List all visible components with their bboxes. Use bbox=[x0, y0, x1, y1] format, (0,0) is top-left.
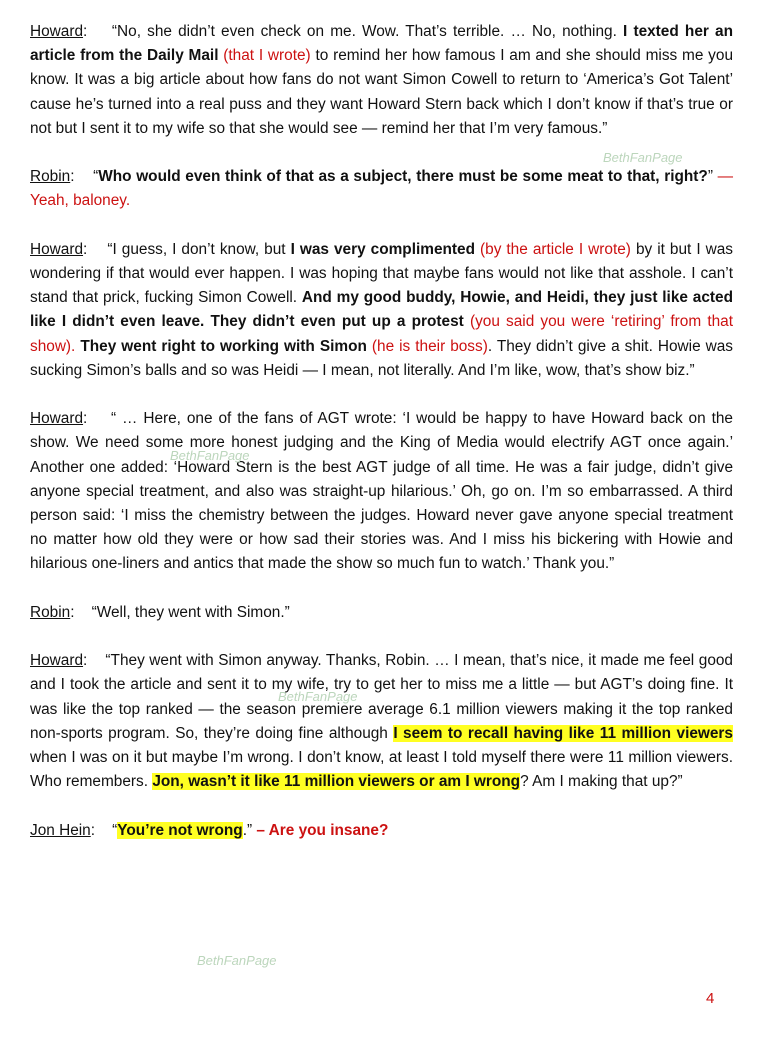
transcript-paragraph: Robin: “Who would even think of that as a subject, there must be some meat to that, right?” — Yeah, baloney. bbox=[30, 168, 733, 210]
red-annotation: (you said you were ‘retiring’ from that show). bbox=[30, 313, 733, 355]
speaker-name: Robin bbox=[30, 168, 71, 186]
text-segment: . They didn’t give a shit. Howie was sucking Simon’s balls and so was Heidi — I mean, not literally. And I’m like, wow, that’s show biz.” bbox=[30, 337, 733, 379]
bold-text: Who would even think of that as a subject, there must be some meat to that, right? bbox=[98, 168, 708, 186]
watermark: BethFanPage bbox=[278, 689, 358, 704]
speaker-name: Robin bbox=[30, 603, 71, 621]
bold-text: They went right to working with Simon bbox=[80, 337, 367, 355]
speaker-name: Howard bbox=[30, 410, 84, 428]
text-segment: “No, she didn’t even check on me. Wow. That’s terrible. … No, nothing. bbox=[111, 23, 624, 40]
speaker-name: Howard bbox=[30, 652, 84, 670]
text-segment: “ bbox=[112, 821, 118, 839]
text-segment: “They went with Simon anyway. Thanks, Robin. … I mean, that’s nice, it made me feel good and I took the article and sent it to my wife, try to get her to miss me a little — but AGT’s doing fine. It was like the top ranked — the season premiere average 6.1 million viewers making it the top ranked non-sports program. So, they’re doing fine although bbox=[30, 652, 733, 742]
watermark: BethFanPage bbox=[197, 953, 277, 968]
text-segment: to remind her how famous I am and she should miss me you know. It was a big article about how fans do not want Simon Cowell to return to ‘America’s Got Talent’ cause he’s turned into a real puss and they want Howard Stern back which I don’t know if that’s true or not but I sent it to my wife so that she would see — remind her that I’m very famous.” bbox=[30, 47, 734, 137]
transcript-paragraph: Howard: “They went with Simon anyway. Thanks, Robin. … I mean, that’s nice, it made me feel good and I took the article and sent it to my wife, try to get her to miss me a little — but AGT’s doing fine. It was like the top ranked — the season premiere average 6.1 million viewers making it the top ranked non-sports program. So, they’re doing fine although I seem to recall having like 11 million viewers when I was on it but maybe I’m wrong. I don’t know, at least I told myself there were 11 million viewers. Who remembers. Jon, wasn’t it like 11 million viewers or am I wrong? Am I making that up?” bbox=[30, 652, 733, 791]
red-annotation: (that I wrote) bbox=[223, 47, 311, 65]
transcript-paragraph: Howard: “I guess, I don’t know, but I was very complimented (by the article I wrote) by it but I was wondering if that would ever happen. I was hoping that maybe fans would not like that asshole. I can’t stand that prick, fucking Simon Cowell. And my good buddy, Howie, and Heidi, they just like acted like I didn’t even leave. They didn’t even put up a protest (you said you were ‘retiring’ from that show). They went right to working with Simon (he is their boss). They didn’t give a shit. Howie was sucking Simon’s balls and so was Heidi — I mean, not literally. And I’m like, wow, that’s show biz.” bbox=[30, 240, 733, 379]
text-segment: .” bbox=[242, 821, 257, 839]
bold-text: I was very complimented bbox=[290, 240, 475, 258]
watermark: BethFanPage bbox=[170, 448, 250, 463]
text-segment: ” bbox=[707, 168, 718, 186]
text-segment: by it but I was wondering if that would ever happen. I was hoping that maybe fans would not like that asshole. I can’t stand that prick, fucking Simon Cowell. bbox=[30, 240, 733, 307]
text-segment: “ … Here, one of the fans of AGT wrote: ‘I would be happy to have Howard back on the show. We need some more honest judging and the King of Media would electrify AGT once again.’ Another one added: ‘Howard Stern is the best AGT judge of all time. He was a fair judge, didn’t give anyone special treatment, and also was straight-up hilarious.’ Oh, go on. I’m so embarrassed. A third person said: ‘I miss the chemistry between the judges. Howard never gave anyone special treatment no matter how old they were or how sad their stories was. And I miss his bickering with Howie and hilarious one-liners and antics that made the show so much fun to watch.’ Thank you.” bbox=[30, 410, 733, 573]
highlighted-text: Jon, wasn’t it like 11 million viewers or am I wrong bbox=[152, 773, 521, 791]
speaker-name: Jon Hein bbox=[30, 821, 91, 839]
text-segment: “Well, they went with Simon.” bbox=[91, 603, 290, 621]
text-segment: “ bbox=[93, 168, 99, 186]
transcript-paragraph: Jon Hein: “You’re not wrong.” – Are you insane? bbox=[30, 821, 389, 839]
transcript-paragraph: Howard: “ … Here, one of the fans of AGT wrote: ‘I would be happy to have Howard back on the show. We need some more honest judging and the King of Media would electrify AGT once again.’ Another one added: ‘Howard Stern is the best AGT judge of all time. He was a fair judge, didn’t give anyone special treatment, and also was straight-up hilarious.’ Oh, go on. I’m so embarrassed. A third person said: ‘I miss the chemistry between the judges. Howard never gave anyone special treatment no matter how old they were or how sad their stories was. And I miss his bickering with Howie and hilarious one-liners and antics that made the show so much fun to watch.’ Thank you.” bbox=[30, 410, 733, 573]
transcript-page bbox=[30, 20, 733, 867]
transcript-paragraph: Howard: “No, she didn’t even check on me. Wow. That’s terrible. … No, nothing. I texted her an article from the Daily Mail (that I wrote) to remind her how famous I am and she should miss me you know. It was a big article about how fans do not want Simon Cowell to return to ‘America’s Got Talent’ cause he’s turned into a real puss and they want Howard Stern back which I don’t know if that’s true or not but I sent it to my wife so that she would see — remind her that I’m very famous.” bbox=[30, 23, 734, 137]
text-segment: “I guess, I don’t know, but bbox=[107, 240, 291, 258]
transcript-paragraph: Robin: “Well, they went with Simon.” bbox=[30, 603, 290, 621]
speaker-name: Howard bbox=[30, 240, 84, 258]
red-annotation: (by the article I wrote) bbox=[480, 240, 631, 258]
page-number: 4 bbox=[706, 990, 715, 1007]
highlighted-text: You’re not wrong bbox=[117, 821, 243, 839]
bold-text: And my good buddy, Howie, and Heidi, they just like acted like I didn’t even leave. They didn’t even put up a protest bbox=[30, 289, 733, 331]
speaker-name: Howard bbox=[30, 23, 84, 40]
text-segment: ? Am I making that up?” bbox=[520, 773, 683, 791]
red-annotation: (he is their boss) bbox=[371, 337, 488, 355]
watermark: BethFanPage bbox=[603, 150, 683, 165]
red-annotation: – Are you insane? bbox=[256, 821, 389, 839]
highlighted-text: I seem to recall having like 11 million viewers bbox=[393, 724, 733, 742]
text-segment: when I was on it but maybe I’m wrong. I don’t know, at least I told myself there were 11 million viewers. Who remembers. bbox=[30, 749, 733, 791]
red-annotation: — Yeah, baloney. bbox=[30, 168, 733, 210]
bold-text: I texted her an article from the Daily Mail bbox=[30, 23, 733, 65]
